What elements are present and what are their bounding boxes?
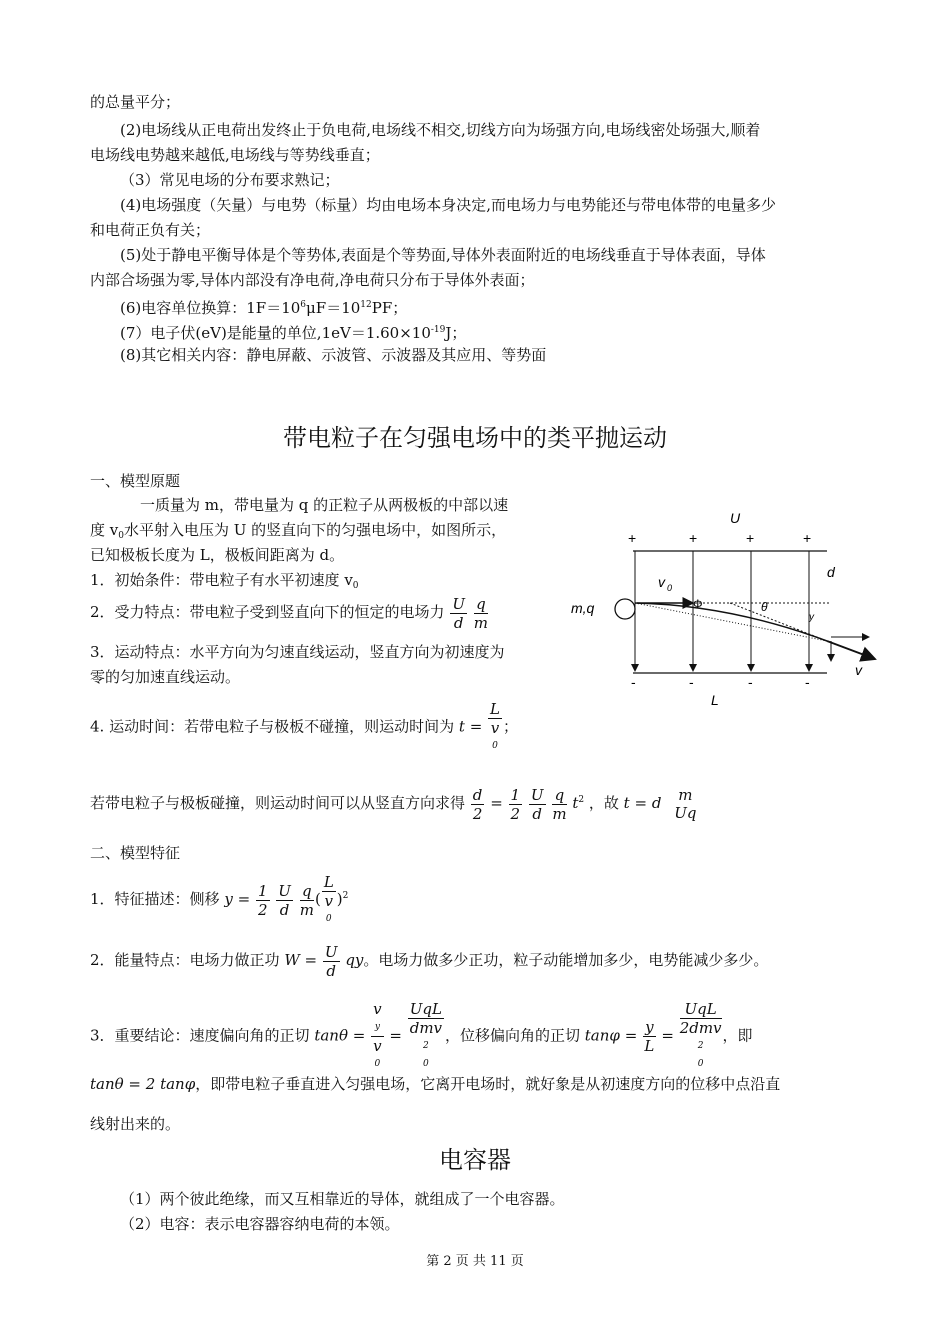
- trajectory: [635, 603, 827, 641]
- text-line: 内部合场强为零,导体内部没有净电荷,净电荷只分布于导体外表面；: [90, 271, 535, 289]
- subheading: 二、模型特征: [90, 844, 181, 862]
- minus-sign: -: [631, 674, 636, 690]
- fraction: L v 0: [323, 872, 334, 924]
- text-line: (2)电场线从正电荷出发终止于负电荷,电场线不相交,切线方向为场强方向,电场线密处场强大,顺着: [120, 121, 761, 139]
- text-line: （1）两个彼此绝缘，而又互相靠近的导体，就组成了一个电容器。: [120, 1190, 565, 1208]
- text-line: 零的匀加速直线运动。: [90, 668, 241, 686]
- plus-sign: +: [689, 530, 698, 546]
- minus-sign: -: [805, 674, 810, 690]
- particle-label: m,q: [571, 600, 595, 616]
- exit-velocity-arrow: [827, 641, 875, 659]
- y-label: y: [809, 612, 814, 623]
- plus-sign: +: [803, 530, 812, 546]
- text-line: 3．运动特点：水平方向为匀速直线运动，竖直方向为初速度为: [90, 643, 505, 661]
- text-line: tanθ = 2 tanφ，即带电粒子垂直进入匀强电场，它离开电场时，就好象是从初速度方向的位移中点沿直: [90, 1075, 781, 1093]
- plus-sign: +: [746, 530, 755, 546]
- fraction: $\frac{q}{m}$: [552, 785, 567, 823]
- capacitor-deflection-diagram: [565, 505, 895, 715]
- minus-sign: -: [689, 674, 694, 690]
- text-line: (6)电容单位换算：$1F=10^6\mu F=10^{12}PF$；: [120, 299, 408, 317]
- text-line: 1．特征描述：侧移 y = $\frac{1}{2}$ $\frac{U}{d}$ $\frac{q}{m}$ ( L v 0 )$^2$: [90, 872, 348, 928]
- fraction: v y v 0: [373, 1000, 382, 1069]
- phi-label: Φ: [693, 597, 703, 611]
- minus-sign: -: [748, 674, 753, 690]
- text-line: 已知极板长度为 L，极板间距离为 d。: [90, 546, 345, 564]
- fraction: $\frac{1}{2}$: [257, 881, 268, 919]
- fraction: UqL dmv 2 0: [409, 1000, 443, 1069]
- fraction: UqL 2dmv 2 0: [679, 1000, 722, 1069]
- voltage-label: U: [730, 510, 741, 526]
- length-label: L: [711, 692, 719, 708]
- section-title: 带电粒子在匀强电场中的类平抛运动: [283, 424, 667, 452]
- fraction: $\frac{U}{d}$: [530, 785, 544, 823]
- distance-label: d: [827, 564, 835, 580]
- fraction: $\frac{d}{2}$: [472, 785, 483, 823]
- fraction: $\frac{y}{L}$: [644, 1018, 655, 1055]
- text-line: (5)处于静电平衡导体是个等势体,表面是个等势面,导体外表面附近的电场线垂直于导体表面，导体: [120, 246, 766, 264]
- text-line: （3）常见电场的分布要求熟记；: [120, 171, 340, 189]
- text-line: 若带电粒子与极板碰撞，则运动时间可以从竖直方向求得 $\frac{d}{2}$ = $\frac{1}{2}$ $\frac{U}{d}$ $\frac{q}{m}$ $t^2$ ，故 t = d m Uq: [90, 785, 697, 823]
- text-line: (7）电子伏(eV)是能量的单位$,1eV=1.60\times 10^{-19}J$；: [120, 324, 467, 342]
- fraction: $\frac{U}{d}$: [278, 881, 291, 919]
- particle: [615, 599, 635, 619]
- velocity-subscript: 0: [667, 583, 673, 593]
- text-line: 4. 运动时间：若带电粒子与极板不碰撞，则运动时间为 t = L v 0 ；: [90, 700, 518, 755]
- fraction: $\frac{U}{d}$: [452, 594, 465, 632]
- fraction: L v 0: [490, 700, 501, 751]
- text-line: 1．初始条件：带电粒子有水平初速度 $v_0$: [90, 571, 359, 591]
- fraction: $\frac{q}{m}$: [299, 881, 314, 919]
- text-line: (4)电场强度（矢量）与电势（标量）均由电场本身决定,而电场力与电势能还与带电体带的电量多少: [120, 196, 777, 214]
- text-line: 的总量平分；: [90, 93, 181, 111]
- subheading: 一、模型原题: [90, 472, 181, 490]
- exit-velocity-label: v: [855, 662, 862, 678]
- velocity-label: v: [658, 574, 665, 590]
- text-line: (8)其它相关内容：静电屏蔽、示波管、示波器及其应用、等势面: [120, 346, 547, 364]
- text-line: 线射出来的。: [90, 1115, 181, 1133]
- text-line: 3．重要结论：速度偏向角的正切 tanθ = v y v 0 = UqL dmv 2 0 ，位移偏向角的正切 tanφ = $\frac{y}{L}$ = UqL 2dmv 2 0 ，即: [90, 1000, 753, 1073]
- fraction: $\frac{U}{d}$: [324, 942, 338, 980]
- plus-sign: +: [628, 530, 637, 546]
- text-line: 度 $v_0$水平射入电压为 U 的竖直向下的匀强电场中，如图所示，: [90, 521, 507, 541]
- page-footer: 第 2 页 共 11 页: [426, 1254, 524, 1269]
- text-line: 电场线电势越来越低,电场线与等势线垂直；: [90, 146, 380, 164]
- displacement-line: [635, 603, 827, 641]
- text-line: 一质量为 m，带电量为 q 的正粒子从两极板的中部以速: [140, 496, 509, 514]
- fraction: $\frac{1}{2}$: [510, 785, 521, 823]
- text-line: 2．能量特点：电场力做正功 W = $\frac{U}{d}$ qy。电场力做多少正功，粒子动能增加多少，电势能减少多少。: [90, 942, 769, 980]
- theta-label: θ: [761, 600, 768, 614]
- fraction: $\frac{q}{m}$: [473, 594, 488, 632]
- text-line: （2）电容：表示电容器容纳电荷的本领。: [120, 1215, 400, 1233]
- fraction: m Uq: [674, 786, 697, 822]
- text-line: 和电荷正负有关；: [90, 221, 211, 239]
- section-title: 电容器: [439, 1146, 511, 1174]
- text-line: 2．受力特点：带电粒子受到竖直向下的恒定的电场力 $\frac{U}{d}$ $\frac{q}{m}$: [90, 594, 488, 632]
